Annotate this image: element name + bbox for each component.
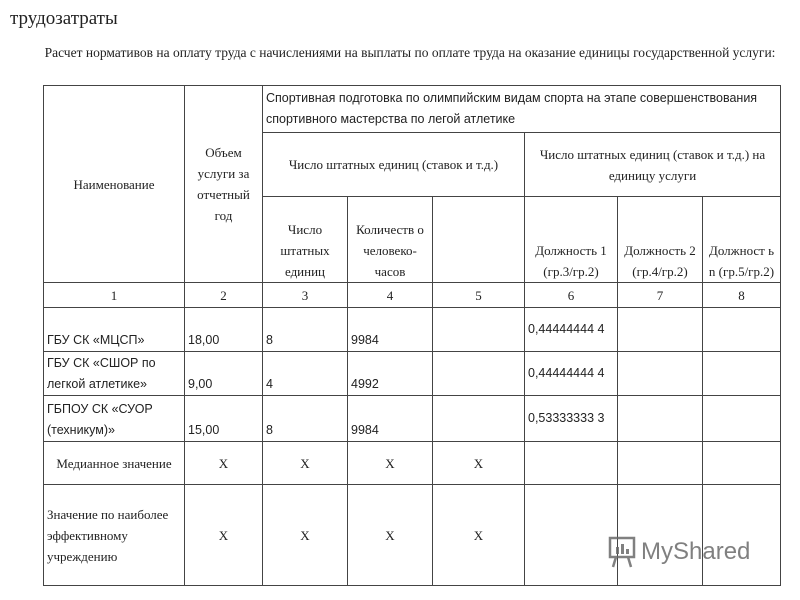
header-service: Спортивная подготовка по олимпийским видам спорта на этапе совершенствования спортивного мастерства по легой атлетике: [263, 86, 781, 133]
cell-empty: [618, 442, 703, 485]
header-staff-per-unit: Число штатных единиц (ставок и т.д.) на единицу услуги: [525, 133, 781, 197]
cell-empty: [703, 442, 781, 485]
header-staff-units: Число штатных единиц (ставок и т.д.): [263, 133, 525, 197]
cell-name: ГБУ СК «МЦСП»: [44, 308, 185, 352]
effective-label: Значение по наиболее эффективному учреждению: [44, 485, 185, 586]
header-col5: [433, 197, 525, 283]
cell-hours: 9984: [348, 308, 433, 352]
cell-hours: 9984: [348, 396, 433, 442]
cell-volume: 18,00: [185, 308, 263, 352]
cell-col8: [703, 352, 781, 396]
cell-x: X: [433, 442, 525, 485]
header-name: Наименование: [44, 86, 185, 283]
table-row: [44, 308, 781, 352]
header-col7: Должность 2 (гр.4/гр.2): [618, 197, 703, 283]
col-number: 1: [44, 283, 185, 308]
cell-x: X: [185, 485, 263, 586]
cell-col7: [618, 308, 703, 352]
cell-name: ГБПОУ СК «СУОР (техникум)»: [44, 396, 185, 442]
cell-volume: 15,00: [185, 396, 263, 442]
cell-empty: [525, 442, 618, 485]
header-col3: Число штатных единиц: [263, 197, 348, 283]
median-label: Медианное значение: [44, 442, 185, 485]
cell-col5: [433, 396, 525, 442]
cell-ratio: 0,44444444 4: [525, 308, 618, 352]
presentation-board-icon: [607, 535, 637, 569]
cell-col5: [433, 308, 525, 352]
col-number: 2: [185, 283, 263, 308]
cell-col7: [618, 396, 703, 442]
cell-ratio: 0,53333333 3: [525, 396, 618, 442]
norms-table: [43, 85, 781, 586]
col-number: 3: [263, 283, 348, 308]
table-caption: Расчет нормативов на оплату труда с начислениями на выплаты по оплате труда на оказание единицы государственной услуги:: [44, 45, 776, 60]
header-col8: Должност ь n (гр.5/гр.2): [703, 197, 781, 283]
cell-col8: [703, 308, 781, 352]
watermark-text: MyShared: [641, 538, 751, 565]
column-numbers-row: [44, 283, 781, 308]
cell-volume: 9,00: [185, 352, 263, 396]
col-number: 7: [618, 283, 703, 308]
col-number: 6: [525, 283, 618, 308]
cell-name: ГБУ СК «СШОР по легкой атлетике»: [44, 352, 185, 396]
header-col6: Должность 1 (гр.3/гр.2): [525, 197, 618, 283]
cell-x: X: [433, 485, 525, 586]
col-number: 4: [348, 283, 433, 308]
median-row: [44, 442, 781, 485]
cell-hours: 4992: [348, 352, 433, 396]
cell-col7: [618, 352, 703, 396]
cell-empty: [525, 485, 618, 586]
cell-x: X: [263, 485, 348, 586]
cell-staff: 8: [263, 396, 348, 442]
cell-x: X: [348, 485, 433, 586]
watermark: [607, 535, 750, 569]
col-number: 8: [703, 283, 781, 308]
cell-x: X: [263, 442, 348, 485]
header-volume: Объем услуги за отчетный год: [185, 86, 263, 283]
table-row: [44, 352, 781, 396]
table-row: [44, 396, 781, 442]
header-col4: Количеств о человеко-часов: [348, 197, 433, 283]
cell-col5: [433, 352, 525, 396]
cell-x: X: [348, 442, 433, 485]
section-title: трудозатраты: [10, 8, 118, 29]
cell-x: X: [185, 442, 263, 485]
col-number: 5: [433, 283, 525, 308]
cell-staff: 4: [263, 352, 348, 396]
cell-staff: 8: [263, 308, 348, 352]
cell-col8: [703, 396, 781, 442]
cell-ratio: 0,44444444 4: [525, 352, 618, 396]
